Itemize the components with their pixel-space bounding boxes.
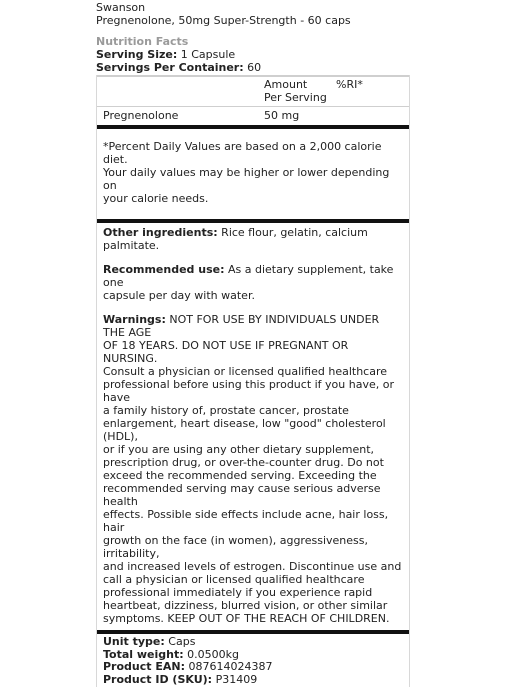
warnings-label: Warnings: xyxy=(103,313,166,326)
brand-name: Swanson xyxy=(96,1,146,14)
warning-line: exceed the recommended serving. Exceeding the xyxy=(103,469,377,482)
product-info xyxy=(97,634,409,687)
total-weight-value: 0.0500kg xyxy=(187,647,239,661)
table-row xyxy=(97,107,409,123)
unit-type-value: Caps xyxy=(168,635,196,648)
daily-value-footnote xyxy=(97,129,409,219)
product-sku-value: P31409 xyxy=(215,672,258,686)
supplement-label-panel xyxy=(96,0,410,687)
warning-line: enlargement, heart disease, low "good" cholesterol (HDL), xyxy=(103,417,386,443)
amount-header-line2: Per Serving xyxy=(264,91,327,104)
product-sku xyxy=(103,674,403,687)
warning-line: symptoms. KEEP OUT OF THE REACH OF CHILDREN. xyxy=(103,612,390,625)
servings-per-container xyxy=(96,61,410,74)
nutrition-facts xyxy=(96,35,410,74)
product-ean-label: Product EAN: xyxy=(103,660,185,673)
warning-line: or if you are using any other dietary supplement, xyxy=(103,443,375,456)
warning-line: growth on the face (in women), aggressiveness, irritability, xyxy=(103,534,368,560)
amount-header-line1: Amount xyxy=(264,78,308,91)
warning-line: call a physician or licensed qualified healthcare xyxy=(103,573,365,586)
product-sku-label: Product ID (SKU): xyxy=(103,672,213,686)
other-ingredients xyxy=(103,226,403,252)
nutrient-amount: 50 mg xyxy=(264,109,300,122)
warning-line: OF 18 YEARS. DO NOT USE IF PREGNANT OR NURSING. xyxy=(103,339,349,365)
footnote-line: your calorie needs. xyxy=(103,192,209,205)
product-header xyxy=(96,0,410,27)
recommended-use xyxy=(103,263,403,302)
serving-size-label: Serving Size: xyxy=(96,48,178,61)
warning-line: prescription drug, or over-the-counter drug. Do not xyxy=(103,456,384,469)
product-name: Pregnenolone, 50mg Super-Strength - 60 caps xyxy=(96,14,351,27)
nutrient-table xyxy=(96,75,410,687)
total-weight-label: Total weight: xyxy=(103,647,184,661)
label-details xyxy=(97,223,409,630)
warning-line: professional before using this product if you have, or have xyxy=(103,378,394,404)
warning-line: a family history of, prostate cancer, prostate xyxy=(103,404,349,417)
nutrient-name: Pregnenolone xyxy=(103,109,179,122)
product-ean-value: 087614024387 xyxy=(188,660,273,673)
warning-line: professional immediately if you experience rapid xyxy=(103,586,373,599)
serving-size-value: 1 Capsule xyxy=(180,48,236,61)
warning-line: and increased levels of estrogen. Discontinue use and xyxy=(103,560,402,573)
unit-type-label: Unit type: xyxy=(103,635,165,648)
other-ingredients-label: Other ingredients: xyxy=(103,226,218,239)
amount-column-header xyxy=(264,78,336,104)
serving-size xyxy=(96,48,410,61)
ri-column-header: %RI* xyxy=(336,78,363,91)
warnings-first-line: NOT FOR USE BY INDIVIDUALS UNDER THE AGE xyxy=(103,313,380,339)
recommended-use-text-line2: capsule per day with water. xyxy=(103,289,255,302)
warning-line: Consult a physician or licensed qualified healthcare xyxy=(103,365,388,378)
servings-per-container-label: Servings Per Container: xyxy=(96,61,244,74)
warnings xyxy=(103,313,403,625)
servings-per-container-value: 60 xyxy=(247,61,262,74)
footnote-line: Your daily values may be higher or lower depending on xyxy=(103,166,390,192)
nutrition-facts-heading: Nutrition Facts xyxy=(96,35,189,48)
recommended-use-label: Recommended use: xyxy=(103,263,225,276)
warning-line: heartbeat, dizziness, blurred vision, or other similar xyxy=(103,599,388,612)
recommended-use-text-line1: As a dietary supplement, take one xyxy=(103,263,394,289)
nutrient-table-header xyxy=(97,77,409,107)
other-ingredients-text: Rice flour, gelatin, calcium palmitate. xyxy=(103,226,368,252)
footnote-line: *Percent Daily Values are based on a 2,000 calorie diet. xyxy=(103,140,382,166)
warning-line: recommended serving may cause serious adverse health xyxy=(103,482,381,508)
warning-line: effects. Possible side effects include acne, hair loss, hair xyxy=(103,508,389,534)
